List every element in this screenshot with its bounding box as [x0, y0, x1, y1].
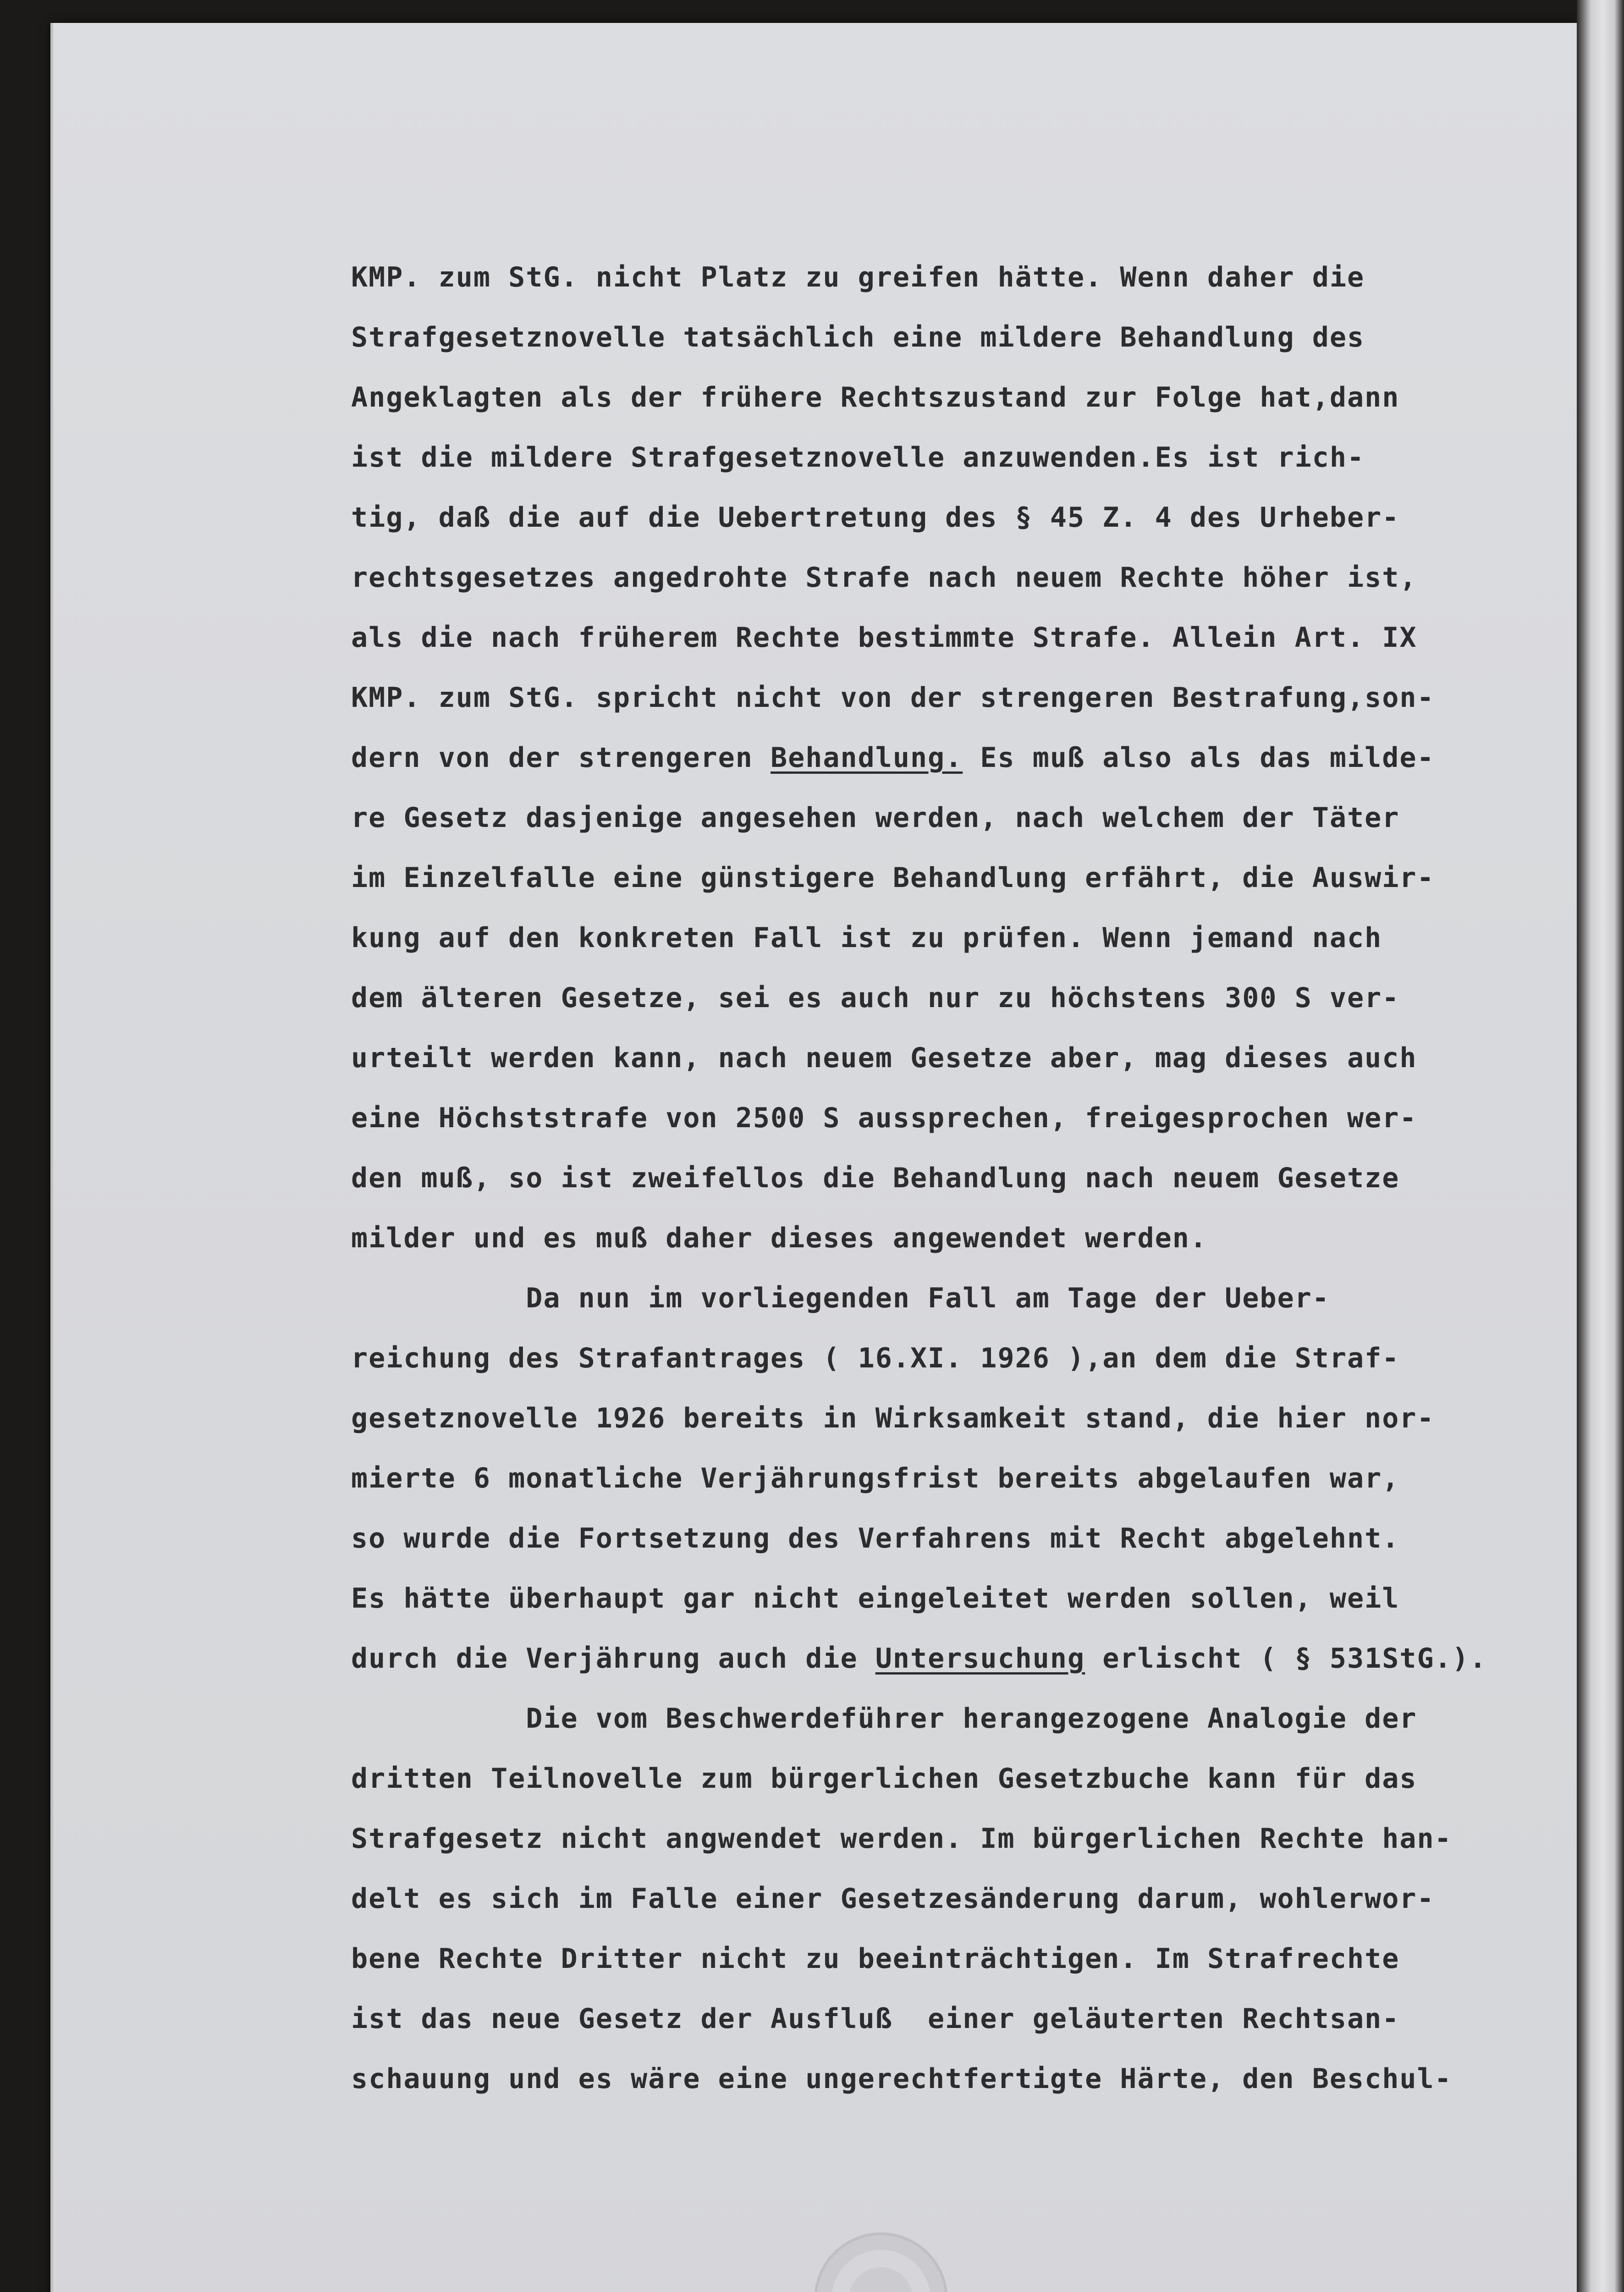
text-line: als die nach früherem Rechte bestimmte Strafe. Allein Art. IX — [351, 622, 1417, 654]
text-fragment: Es muß also als das milde- — [963, 742, 1435, 774]
text-line: KMP. zum StG. nicht Platz zu greifen hätte. Wenn daher die — [351, 261, 1365, 293]
next-page-edge — [1577, 0, 1624, 2292]
text-line: eine Höchststrafe von 2500 S aussprechen, freigesprochen wer- — [351, 1102, 1417, 1134]
text-fragment: dern von der strengeren — [351, 742, 771, 774]
text-line: Strafgesetz nicht angwendet werden. Im bürgerlichen Rechte han- — [351, 1823, 1452, 1855]
text-line: so wurde die Fortsetzung des Verfahrens mit Recht abgelehnt. — [351, 1522, 1400, 1554]
text-line: Es hätte überhaupt gar nicht eingeleitet werden sollen, weil — [351, 1582, 1400, 1614]
text-line: Angeklagten als der frühere Rechtszustand zur Folge hat,dann — [351, 381, 1400, 413]
document-page — [50, 23, 1580, 2292]
text-fragment: durch die Verjährung auch die — [351, 1642, 875, 1675]
text-line: den muß, so ist zweifellos die Behandlung nach neuem Gesetze — [351, 1162, 1400, 1194]
text-line: gesetznovelle 1926 bereits in Wirksamkeit stand, die hier nor- — [351, 1402, 1435, 1434]
text-line: urteilt werden kann, nach neuem Gesetze aber, mag dieses auch — [351, 1042, 1417, 1074]
archive-stamp-icon — [814, 2232, 948, 2292]
text-line: rechtsgesetzes angedrohte Strafe nach neuem Rechte höher ist, — [351, 562, 1417, 594]
text-line: Die vom Beschwerdeführer herangezogene Analogie der — [351, 1702, 1417, 1735]
text-line: KMP. zum StG. spricht nicht von der strengeren Bestrafung,son- — [351, 682, 1435, 714]
text-line: Strafgesetznovelle tatsächlich eine mildere Behandlung des — [351, 321, 1365, 353]
underlined-word: Behandlung. — [770, 742, 963, 774]
text-line: Da nun im vorliegenden Fall am Tage der Ueber- — [351, 1282, 1330, 1314]
text-line: delt es sich im Falle einer Gesetzesänderung darum, wohlerwor- — [351, 1883, 1435, 1915]
text-line: bene Rechte Dritter nicht zu beeinträchtigen. Im Strafrechte — [351, 1943, 1400, 1975]
underlined-word: Untersuchung — [875, 1642, 1085, 1675]
text-line: kung auf den konkreten Fall ist zu prüfen. Wenn jemand nach — [351, 922, 1382, 954]
text-line-underlined — [351, 1640, 1487, 1677]
text-line: tig, daß die auf die Uebertretung des § 45 Z. 4 des Urheber- — [351, 501, 1400, 534]
text-line: milder und es muß daher dieses angewendet werden. — [351, 1222, 1208, 1254]
text-line: reichung des Strafantrages ( 16.XI. 1926 ),an dem die Straf- — [351, 1342, 1400, 1374]
text-line: im Einzelfalle eine günstigere Behandlung erfährt, die Auswir- — [351, 862, 1435, 894]
text-fragment: erlischt ( § 531StG.). — [1085, 1642, 1487, 1675]
text-line: ist die mildere Strafgesetznovelle anzuwenden.Es ist rich- — [351, 441, 1365, 474]
text-line: ist das neue Gesetz der Ausfluß einer geläuterten Rechtsan- — [351, 2003, 1400, 2035]
text-line-underlined — [351, 739, 1435, 776]
text-line: re Gesetz dasjenige angesehen werden, nach welchem der Täter — [351, 802, 1400, 834]
text-line: dem älteren Gesetze, sei es auch nur zu höchstens 300 S ver- — [351, 982, 1400, 1014]
text-line: schauung und es wäre eine ungerechtfertigte Härte, den Beschul- — [351, 2063, 1452, 2095]
text-line: dritten Teilnovelle zum bürgerlichen Gesetzbuche kann für das — [351, 1763, 1417, 1795]
text-line: mierte 6 monatliche Verjährungsfrist bereits abgelaufen war, — [351, 1462, 1400, 1494]
